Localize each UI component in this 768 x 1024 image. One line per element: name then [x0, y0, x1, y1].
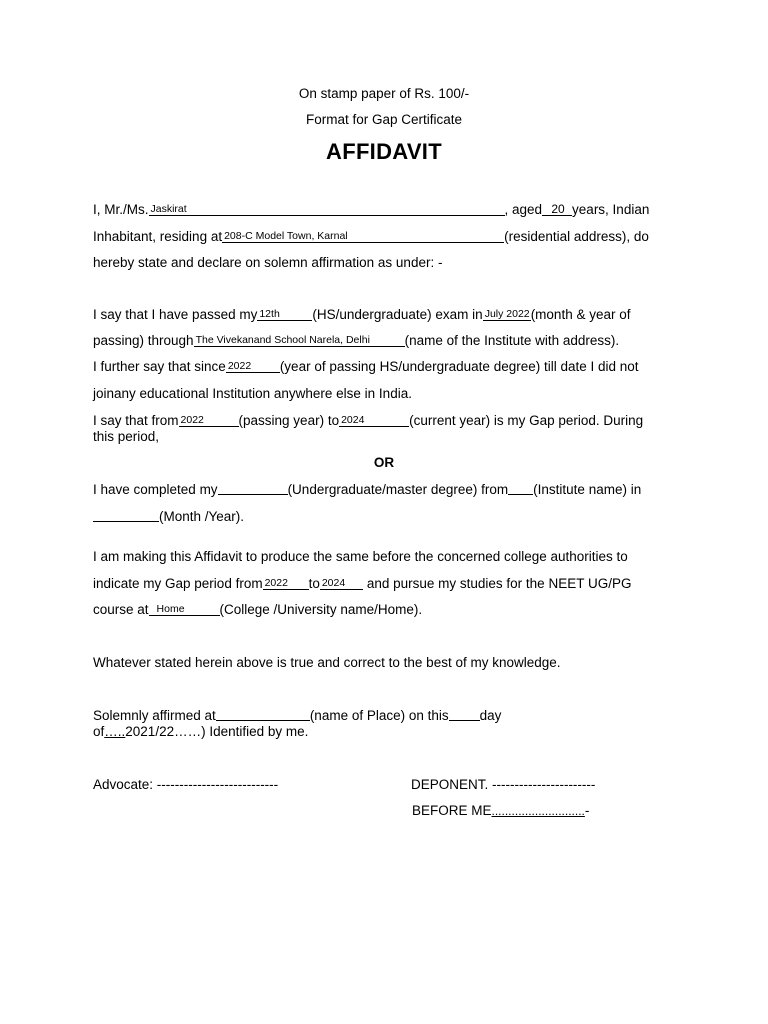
deponent-signature: DEPONENT. ----------------------- — [411, 777, 596, 792]
indicate-to-field: 2024 — [320, 577, 363, 590]
degree-blank — [218, 482, 288, 495]
address-line: Inhabitant, residing at 208-C Model Town, Karnal (residential address), do — [93, 229, 649, 244]
place-blank — [216, 708, 310, 721]
address-field: 208-C Model Town, Karnal — [222, 230, 504, 243]
exam-field: 12th — [257, 308, 312, 321]
gap-from-field: 2022 — [179, 414, 239, 427]
course-field: Home — [149, 603, 220, 616]
gap-indicate-line: indicate my Gap period from 2022 to 2024 and pursue my studies for the NEET UG/PG — [93, 576, 632, 591]
day-blank — [449, 708, 480, 721]
format-note: Format for Gap Certificate — [305, 112, 463, 127]
exam-line: I say that I have passed my 12th (HS/undergraduate) exam in July 2022(month & year of — [93, 307, 631, 322]
institute-blank — [508, 482, 533, 495]
identified-line: of…..2021/22……) Identified by me. — [93, 724, 309, 739]
since-line: I further say that since 2022 (year of passing HS/undergraduate degree) till date I did not — [93, 359, 639, 374]
completed-line: I have completed my (Undergraduate/master degree) from (Institute name) in — [93, 482, 642, 497]
truth-statement: Whatever stated herein above is true and correct to the best of my knowledge. — [93, 655, 561, 670]
institute-line: passing) through The Vivekanand School Narela, Delhi (name of the Institute with address). — [93, 333, 620, 348]
before-me-line: BEFORE ME............................- — [412, 803, 590, 818]
advocate-signature: Advocate: --------------------------- — [93, 777, 279, 792]
affirmed-line: Solemnly affirmed at (name of Place) on this day — [93, 708, 502, 723]
month-year-line: (Month /Year). — [93, 509, 244, 525]
indicate-from-field: 2022 — [263, 577, 309, 590]
month-year-field: July 2022 — [484, 308, 530, 320]
purpose-line: I am making this Affidavit to produce the same before the concerned college authorities to — [93, 549, 628, 564]
name-line: I, Mr./Ms. Jaskirat , aged 20 years, Indian — [93, 202, 650, 217]
of-dots: ….. — [104, 724, 126, 739]
institute-field: The Vivekanand School Narela, Delhi — [194, 334, 405, 347]
name-field: Jaskirat — [149, 203, 505, 216]
before-me-dots: ............................ — [491, 804, 585, 818]
age-field: 20 — [542, 203, 572, 216]
declare-line: hereby state and declare on solemn affirmation as under: - — [93, 255, 443, 270]
join-line: joinany educational Institution anywhere else in India. — [93, 386, 412, 401]
month-year-blank — [93, 509, 159, 522]
this-period-line: this period, — [93, 429, 160, 444]
page-title: AFFIDAVIT — [326, 139, 442, 164]
since-field: 2022 — [226, 360, 280, 373]
stamp-note: On stamp paper of Rs. 100/- — [298, 86, 470, 101]
gap-to-field: 2024 — [339, 414, 409, 427]
gap-line: I say that from 2022 (passing year) to 2024 (current year) is my Gap period. During — [93, 413, 644, 428]
course-line: course at Home (College /University name/Home). — [93, 602, 423, 617]
or-separator: OR — [373, 455, 395, 470]
